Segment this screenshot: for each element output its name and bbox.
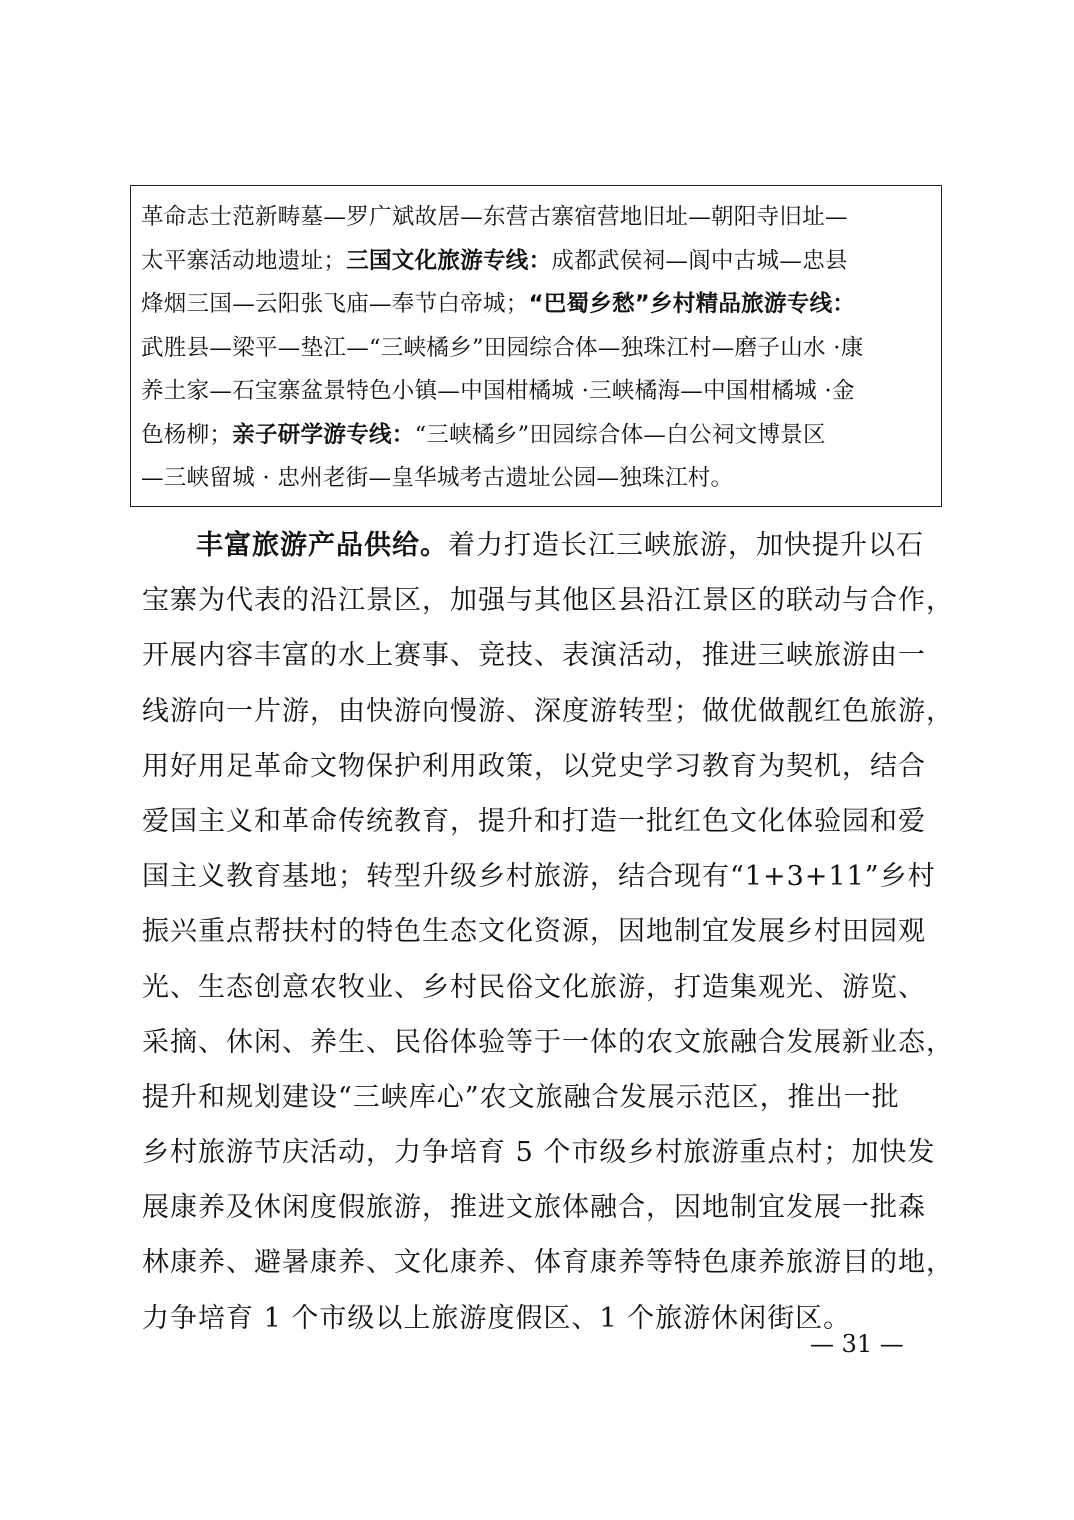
box-line: [141, 283, 933, 327]
box-text: 色杨柳；: [141, 421, 233, 448]
paragraph-line: 力争培育 1 个市级以上旅游度假区、1 个旅游休闲街区。: [142, 1302, 852, 1334]
box-text: 太平寨活动地遗址；: [141, 247, 347, 274]
route-title: “巴蜀乡愁”乡村精品旅游专线：: [528, 291, 856, 317]
box-line: [141, 240, 933, 284]
box-line: [141, 196, 933, 240]
paragraph-line: 展康养及休闲度假旅游，推进文旅体融合，因地制宜发展一批森: [142, 1192, 926, 1224]
box-line: [141, 327, 933, 371]
box-text: 革命志士范新畴墓—罗广斌故居—东营古寨宿营地旧址—朝阳寺旧址—: [141, 204, 848, 230]
paragraph: [142, 518, 954, 1346]
tour-routes-box: [130, 185, 942, 507]
paragraph-line: 开展内容丰富的水上赛事、竞技、表演活动，推进三峡旅游由一: [142, 640, 926, 672]
box-line: [141, 457, 933, 501]
route-title: 三国文化旅游专线：: [346, 247, 552, 274]
paragraph-line: 采摘、休闲、养生、民俗体验等于一体的农文旅融合发展新业态，: [142, 1026, 954, 1058]
box-text: 烽烟三国—云阳张飞庙—奉节白帝城；: [141, 291, 529, 317]
route-title: 亲子研学游专线：: [232, 421, 415, 448]
paragraph-line: 林康养、避暑康养、文化康养、体育康养等特色康养旅游目的地，: [142, 1247, 954, 1279]
paragraph-heading: 丰富旅游产品供给。: [196, 530, 448, 561]
box-text: 成都武侯祠—阆中古城—忠县: [551, 247, 848, 274]
paragraph-line: 国主义教育基地；转型升级乡村旅游，结合现有“1+3+11”乡村: [142, 861, 936, 893]
box-text: 武胜县—梁平—垫江—“三峡橘乡”田园综合体—独珠江村—磨子山水 ·康: [141, 334, 864, 361]
paragraph-line: 宝寨为代表的沿江景区，加强与其他区县沿江景区的联动与合作，: [142, 585, 954, 617]
box-text: 养土家—石宝寨盆景特色小镇—中国柑橘城 ·三峡橘海—中国柑橘城 ·金: [141, 378, 855, 404]
paragraph-line: 提升和规划建设“三峡库心”农文旅融合发展示范区，推出一批: [142, 1081, 900, 1113]
paragraph-text: 着力打造长江三峡旅游，加快提升以石: [448, 530, 924, 561]
paragraph-line: 光、生态创意农牧业、乡村民俗文化旅游，打造集观光、游览、: [142, 971, 926, 1003]
paragraph-line: 线游向一片游，由快游向慢游、深度游转型；做优做靓红色旅游，: [142, 695, 954, 727]
paragraph-line: 振兴重点帮扶村的特色生态文化资源，因地制宜发展乡村田园观: [142, 916, 926, 948]
paragraph-line: 爱国主义和革命传统教育，提升和打造一批红色文化体验园和爱: [142, 805, 926, 837]
paragraph-line: 用好用足革命文物保护利用政策，以党史学习教育为契机，结合: [142, 750, 926, 782]
box-line: [141, 370, 933, 414]
paragraph-line: 乡村旅游节庆活动，力争培育 5 个市级乡村旅游重点村；加快发: [142, 1137, 936, 1169]
box-text: “三峡橘乡”田园综合体—白公祠文博景区: [414, 421, 826, 448]
paragraph-line: [142, 518, 942, 573]
box-text: —三峡留城 · 忠州老街—皇华城考古遗址公园—独珠江村。: [141, 465, 734, 491]
box-line: [141, 414, 933, 458]
page-number: — 31 —: [810, 1330, 904, 1358]
